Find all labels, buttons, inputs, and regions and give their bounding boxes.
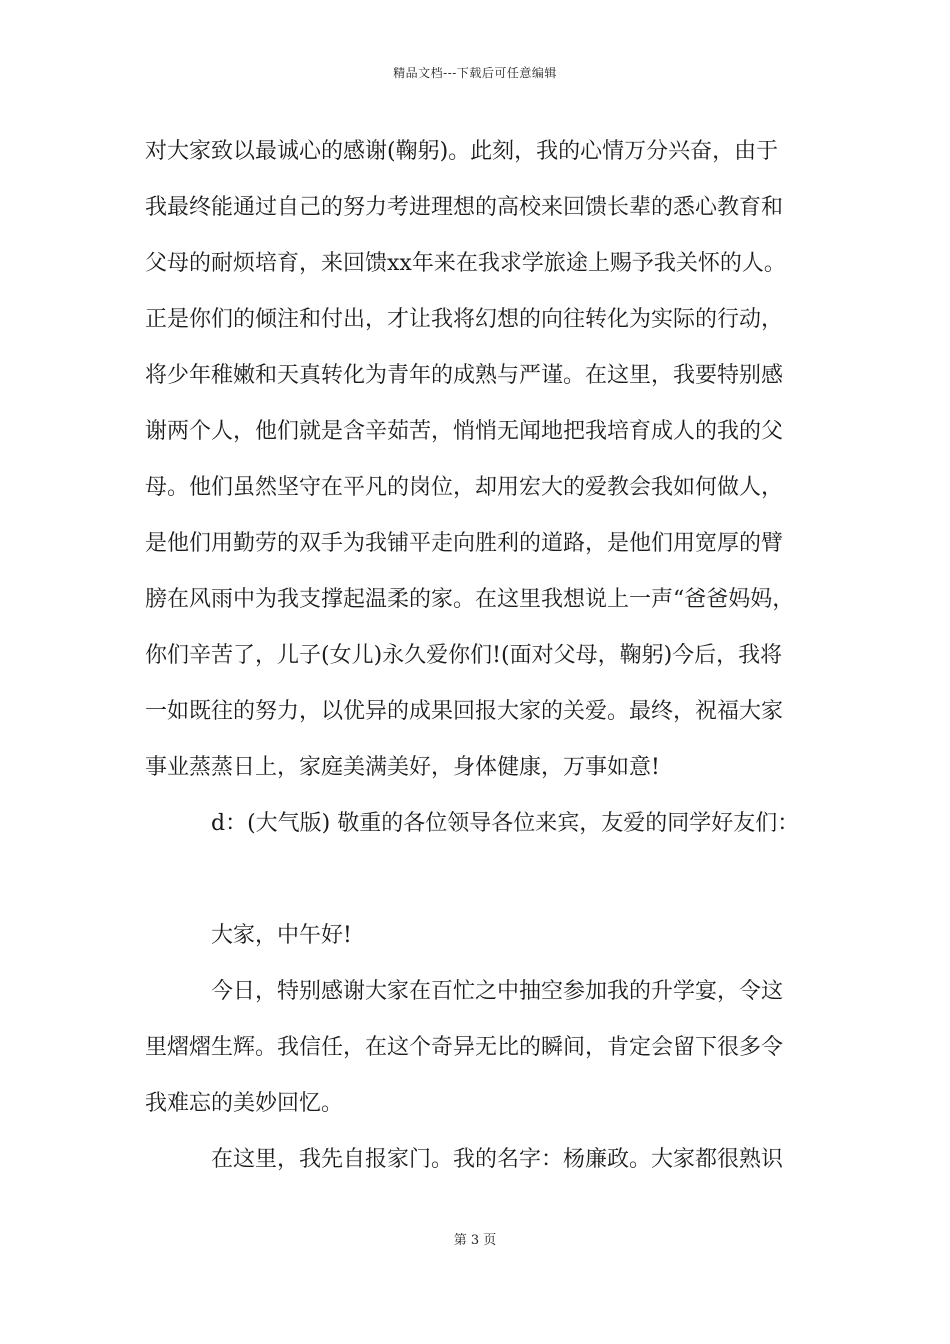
paragraph-line: 父母的耐烦培育，来回馈xx年来在我求学旅途上赐予我关怀的人。 bbox=[145, 251, 786, 276]
paragraph-line: 我最终能通过自己的努力考进理想的高校来回馈长辈的悉心教育和 bbox=[145, 195, 784, 220]
document-body bbox=[145, 136, 815, 1200]
paragraph-line: 对大家致以最诚心的感谢(鞠躬)。此刻，我的心情万分兴奋，由于 bbox=[145, 139, 779, 164]
paragraph-line: 我难忘的美妙回忆。 bbox=[145, 1091, 344, 1116]
paragraph-line: 事业蒸蒸日上，家庭美满美好，身体健康，万事如意! bbox=[145, 755, 660, 780]
page-header: 精品文档---下载后可任意编辑 bbox=[393, 66, 557, 80]
paragraph-1 bbox=[145, 136, 815, 808]
paragraph-line: d：(大气版) 敬重的各位领导各位来宾，友爱的同学好友们： bbox=[211, 811, 800, 836]
page-number: 第 3 页 bbox=[453, 1233, 497, 1248]
paragraph-5 bbox=[145, 1144, 815, 1200]
paragraph-line: 母。他们虽然坚守在平凡的岗位，却用宏大的爱教会我如何做人， bbox=[145, 475, 784, 500]
paragraph-3 bbox=[145, 920, 815, 976]
paragraph-line: 膀在风雨中为我支撑起温柔的家。在这里我想说上一声“爸爸妈妈， bbox=[145, 587, 795, 612]
paragraph-4 bbox=[145, 976, 815, 1144]
blank-line bbox=[145, 864, 815, 920]
paragraph-line: 是他们用勤劳的双手为我铺平走向胜利的道路，是他们用宽厚的臂 bbox=[145, 531, 784, 556]
paragraph-line: 一如既往的努力，以优异的成果回报大家的关爱。最终，祝福大家 bbox=[145, 699, 784, 724]
paragraph-line: 将少年稚嫩和天真转化为青年的成熟与严谨。在这里，我要特别感 bbox=[145, 363, 784, 388]
paragraph-line: 谢两个人，他们就是含辛茹苦，悄悄无闻地把我培育成人的我的父 bbox=[145, 419, 784, 444]
paragraph-line: 今日，特别感谢大家在百忙之中抽空参加我的升学宴，令这 bbox=[211, 979, 784, 1004]
paragraph-line: 正是你们的倾注和付出，才让我将幻想的向往转化为实际的行动， bbox=[145, 307, 784, 332]
paragraph-2 bbox=[145, 808, 815, 864]
paragraph-line: 在这里，我先自报家门。我的名字：杨廉政。大家都很熟识 bbox=[211, 1147, 784, 1172]
paragraph-line: 里熠熠生辉。我信任，在这个奇异无比的瞬间，肯定会留下很多令 bbox=[145, 1035, 784, 1060]
paragraph-line: 你们辛苦了，儿子(女儿)永久爱你们!(面对父母，鞠躬)今后，我将 bbox=[145, 643, 783, 668]
paragraph-line: 大家，中午好! bbox=[211, 923, 352, 948]
